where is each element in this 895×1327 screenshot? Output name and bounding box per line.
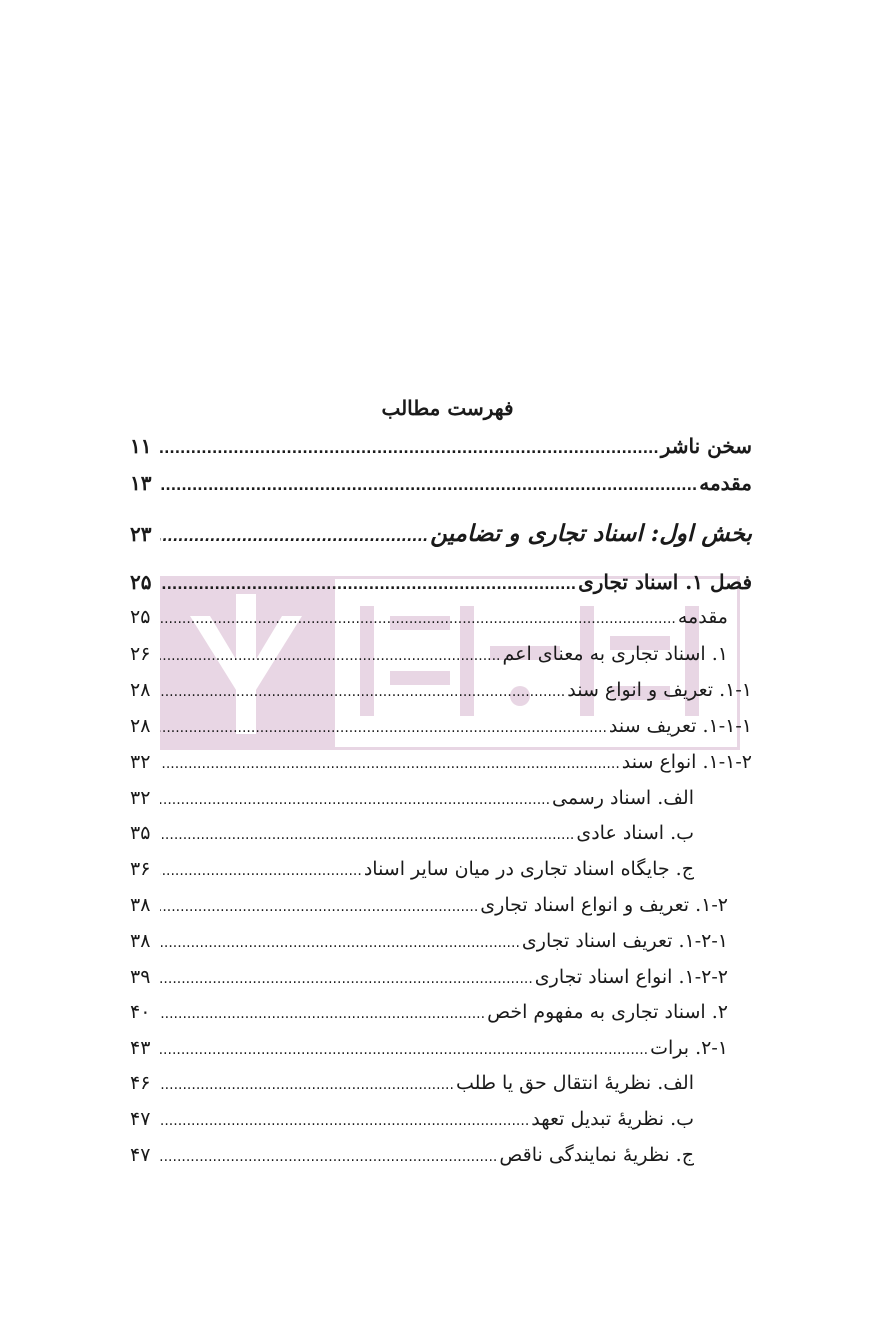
dot-leader <box>160 577 576 593</box>
toc-entry[interactable] <box>130 606 752 628</box>
dot-leader <box>160 720 607 736</box>
toc-entry-page: ۲۸ <box>130 715 151 737</box>
toc-entry[interactable] <box>130 1108 752 1130</box>
toc-entry-label: ۱-۱-۲. انواع سند <box>621 751 752 773</box>
toc-entry-page: ۳۹ <box>130 966 151 988</box>
toc-entry-page: ۱۳ <box>130 471 152 495</box>
toc-entry-label: سخن ناشر <box>660 434 752 458</box>
toc-entry-page: ۲۳ <box>130 522 152 546</box>
toc-entry[interactable] <box>130 1144 752 1166</box>
toc-entry-label: ۲-۱. برات <box>650 1037 728 1059</box>
toc-entry-page: ۳۵ <box>130 822 151 844</box>
toc-entry[interactable] <box>130 434 752 458</box>
toc-entry-label: ۱. اسناد تجاری به معنای اعم <box>502 643 728 665</box>
toc-entry-part[interactable] <box>130 520 752 547</box>
dot-leader <box>160 1149 497 1165</box>
toc-entry-label: ۱-۱-۱. تعریف سند <box>608 715 752 737</box>
dot-leader <box>160 441 659 457</box>
toc-entry-page: ۳۲ <box>130 751 151 773</box>
toc-entry-label: ج. نظریهٔ نمایندگی ناقص <box>499 1144 694 1166</box>
dot-leader <box>160 935 520 951</box>
toc-entry-page: ۳۸ <box>130 894 151 916</box>
dot-leader <box>160 611 676 627</box>
dot-leader <box>160 684 565 700</box>
toc-entry[interactable] <box>130 715 752 737</box>
toc-entry-label: بخش اول: اسناد تجاری و تضامین <box>430 520 752 547</box>
dot-leader <box>160 529 428 545</box>
toc-entry-label: مقدمه <box>677 606 728 628</box>
toc-entry-page: ۴۶ <box>130 1072 151 1094</box>
toc-entry-page: ۳۶ <box>130 858 151 880</box>
page-title: فهرست مطالب <box>381 396 514 420</box>
toc-entry[interactable] <box>130 966 752 988</box>
toc-entry[interactable] <box>130 930 752 952</box>
toc-entry-label: ب. اسناد عادی <box>576 822 694 844</box>
toc-entry[interactable] <box>130 643 752 665</box>
toc-entry[interactable] <box>130 751 752 773</box>
toc-entry-chapter[interactable] <box>130 570 752 594</box>
toc-entry-page: ۲۸ <box>130 679 151 701</box>
toc-entry[interactable] <box>130 1001 752 1023</box>
toc-entry-label: ۲. اسناد تجاری به مفهوم اخص <box>487 1001 728 1023</box>
toc-entry[interactable] <box>130 1072 752 1094</box>
dot-leader <box>160 1042 648 1058</box>
toc-entry-label: ج. جایگاه اسناد تجاری در میان سایر اسناد <box>363 858 694 880</box>
dot-leader <box>160 899 478 915</box>
dot-leader <box>160 1113 529 1129</box>
toc-entry-label: الف. نظریهٔ انتقال حق یا طلب <box>455 1072 694 1094</box>
dot-leader <box>160 1077 454 1093</box>
toc-entry-label: ۱-۲-۲. انواع اسناد تجاری <box>534 966 728 988</box>
dot-leader <box>160 792 550 808</box>
toc-entry-page: ۴۳ <box>130 1037 151 1059</box>
toc-entry-page: ۴۰ <box>130 1001 151 1023</box>
toc-entry-label: ب. نظریهٔ تبدیل تعهد <box>531 1108 694 1130</box>
toc-entry[interactable] <box>130 822 752 844</box>
dot-leader <box>160 478 697 494</box>
toc-entry[interactable] <box>130 894 752 916</box>
dot-leader <box>160 648 501 664</box>
toc-entry-page: ۱۱ <box>130 434 152 458</box>
toc-entry-page: ۲۵ <box>130 606 151 628</box>
toc-entry-label: الف. اسناد رسمی <box>552 787 694 809</box>
toc-entry-page: ۴۷ <box>130 1144 151 1166</box>
dot-leader <box>160 971 533 987</box>
dot-leader <box>160 1006 485 1022</box>
toc-entry[interactable] <box>130 858 752 880</box>
toc-entry[interactable] <box>130 1037 752 1059</box>
toc-entry-page: ۲۶ <box>130 643 151 665</box>
dot-leader <box>160 756 620 772</box>
toc-entry-label: مقدمه <box>699 471 752 495</box>
dot-leader <box>160 827 574 843</box>
toc-entry[interactable] <box>130 679 752 701</box>
toc-entry-page: ۳۸ <box>130 930 151 952</box>
toc-entry-page: ۳۲ <box>130 787 151 809</box>
toc-entry-page: ۲۵ <box>130 570 152 594</box>
toc-entry[interactable] <box>130 787 752 809</box>
toc-entry-label: ۱-۲. تعریف و انواع اسناد تجاری <box>480 894 728 916</box>
toc-entry-label: ۱-۲-۱. تعریف اسناد تجاری <box>521 930 728 952</box>
dot-leader <box>160 863 362 879</box>
toc-entry-label: ۱-۱. تعریف و انواع سند <box>567 679 752 701</box>
toc-entry-label: فصل ۱. اسناد تجاری <box>578 570 752 594</box>
toc-entry[interactable] <box>130 471 752 495</box>
toc-entry-page: ۴۷ <box>130 1108 151 1130</box>
